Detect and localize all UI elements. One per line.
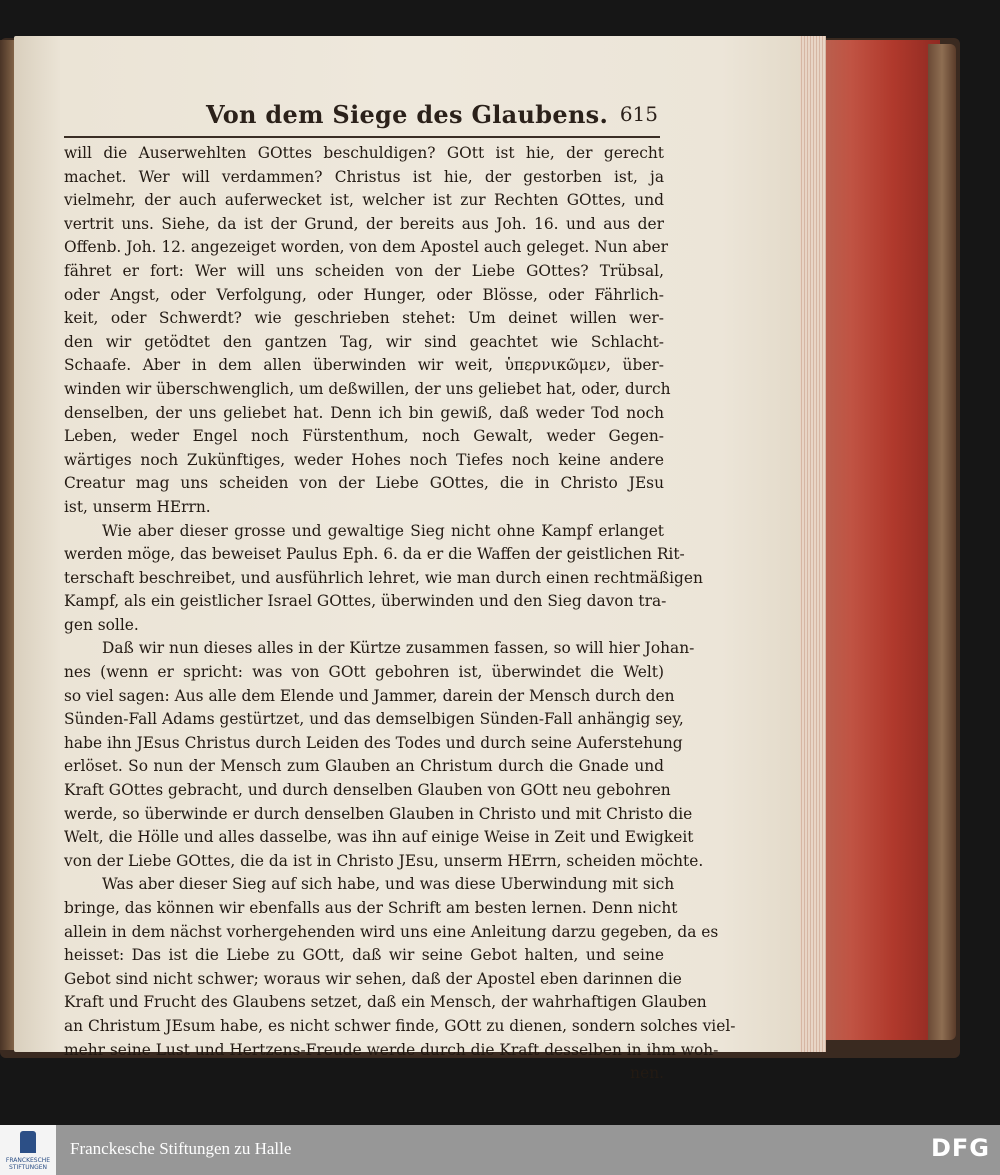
text-line: habe ihn JEsus Christus durch Leiden des Todes und durch seine Auferstehung [64,733,683,752]
text-line: Sünden-Fall Adams gestürtzet, und das demselbigen Sünden-Fall anhängig sey, [64,710,684,729]
text-line: an Christum JEsum habe, es nicht schwer finde, GOtt zu dienen, sondern solches viel- [64,1016,736,1035]
text-line: will die Auserwehlten GOttes beschuldigen? GOtt ist hie, der gerecht [64,144,664,162]
text-line: mehr seine Lust und Hertzens-Freude werde durch die Kraft desselben in ihm woh- [64,1040,719,1059]
text-line: allein in dem nächst vorhergehenden wird uns eine Anleitung darzu gegeben, da es [64,922,719,941]
body-text [64,142,736,1083]
text-line: vertrit uns. Siehe, da ist der Grund, der bereits aus Joh. 16. und aus der [64,214,664,233]
text-line: winden wir überschwenglich, um deßwillen, der uns geliebet hat, oder, durch [64,379,671,398]
page-number: 615 [619,102,658,126]
text-line: Offenb. Joh. 12. angezeiget worden, von dem Apostel auch geleget. Nun aber [64,238,668,257]
text-line: gen solle. [64,615,139,634]
text-line: Schaafe. Aber in dem allen überwinden wir weit, ὑπερνικῶμεν, über- [64,356,664,375]
page-header [64,96,662,136]
text-line: den wir getödtet den gantzen Tag, wir sind geachtet wie Schlacht- [64,332,664,351]
text-line: Leben, weder Engel noch Fürstenthum, noch Gewalt, weder Gegen- [64,427,664,446]
text-line: werden möge, das beweiset Paulus Eph. 6. da er die Waffen der geistlichen Rit- [64,545,685,564]
text-line: heisset: Das ist die Liebe zu GOtt, daß wir seine Gebot halten, und seine [64,946,664,965]
franckesche-logo[interactable] [0,1125,56,1175]
text-line: Wie aber dieser grosse und gewaltige Sieg nicht ohne Kampf erlanget [102,521,664,540]
text-line: Daß wir nun dieses alles in der Kürtze zusammen fassen, so will hier Johan- [102,639,695,658]
text-line: Kraft GOttes gebracht, und durch denselben Glauben von GOtt neu gebohren [64,781,671,800]
text-line: von der Liebe GOttes, die da ist in Christo JEsu, unserm HErrn, scheiden möchte. [64,851,704,870]
text-line: machet. Wer will verdammen? Christus ist hie, der gestorben ist, ja [64,167,664,186]
text-line: Kraft und Frucht des Glaubens setzet, daß ein Mensch, der wahrhaftigen Glauben [64,993,707,1012]
text-line: terschaft beschreibet, und ausführlich lehret, wie man durch einen rechtmäßigen [64,568,703,587]
text-line: bringe, das können wir ebenfalls aus der Schrift am besten lernen. Denn nicht [64,899,678,917]
text-line: Kampf, als ein geistlicher Israel GOttes, überwinden und den Sieg davon tra- [64,592,667,611]
text-line: Was aber dieser Sieg auf sich habe, und was diese Uberwindung mit sich [102,875,675,894]
text-line: Creatur mag uns scheiden von der Liebe GOttes, die in Christo JEsu [64,474,664,493]
text-line: wärtiges noch Zukünftiges, weder Hohes noch Tiefes noch keine andere [64,450,664,469]
header-rule [64,136,660,138]
text-line: keit, oder Schwerdt? wie geschrieben stehet: Um deinet willen wer- [64,309,664,328]
red-page-edges [822,40,940,1040]
text-line: nes (wenn er spricht: was von GOtt gebohren ist, überwindet die Welt) [64,663,664,682]
right-cover-board [928,44,956,1040]
text-line: ist, unserm HErrn. [64,497,211,516]
text-line: so viel sagen: Aus alle dem Elende und Jammer, darein der Mensch durch den [64,686,675,705]
text-line: fähret er fort: Wer will uns scheiden von der Liebe GOttes? Trübsal, [64,261,664,280]
text-line: werde, so überwinde er durch denselben Glauben in Christo und mit Christo die [64,804,693,823]
logo-caption: FRANCKESCHE STIFTUNGEN [5,1157,51,1171]
text-line: Gebot sind nicht schwer; woraus wir sehen, daß der Apostel eben darinnen die [64,969,682,988]
text-line: erlöset. So nun der Mensch zum Glauben an Christum durch die Gnade und [64,757,664,776]
text-line: oder Angst, oder Verfolgung, oder Hunger, oder Blösse, oder Fährlich- [64,285,664,304]
institution-name: Franckesche Stiftungen zu Halle [70,1139,292,1158]
dfg-logo[interactable]: DFG [930,1134,990,1162]
running-title: Von dem Siege des Glaubens. [206,100,609,129]
text-line: Welt, die Hölle und alles dasselbe, was ihn auf einige Weise in Zeit und Ewigkeit [64,828,694,847]
building-icon [20,1131,36,1153]
viewer-footer [0,1125,1000,1175]
text-line: nen. [630,1064,664,1083]
text-line: vielmehr, der auch auferwecket ist, welcher ist zur Rechten GOttes, und [64,191,664,210]
text-line: denselben, der uns geliebet hat. Denn ich bin gewiß, daß weder Tod noch [64,403,664,422]
